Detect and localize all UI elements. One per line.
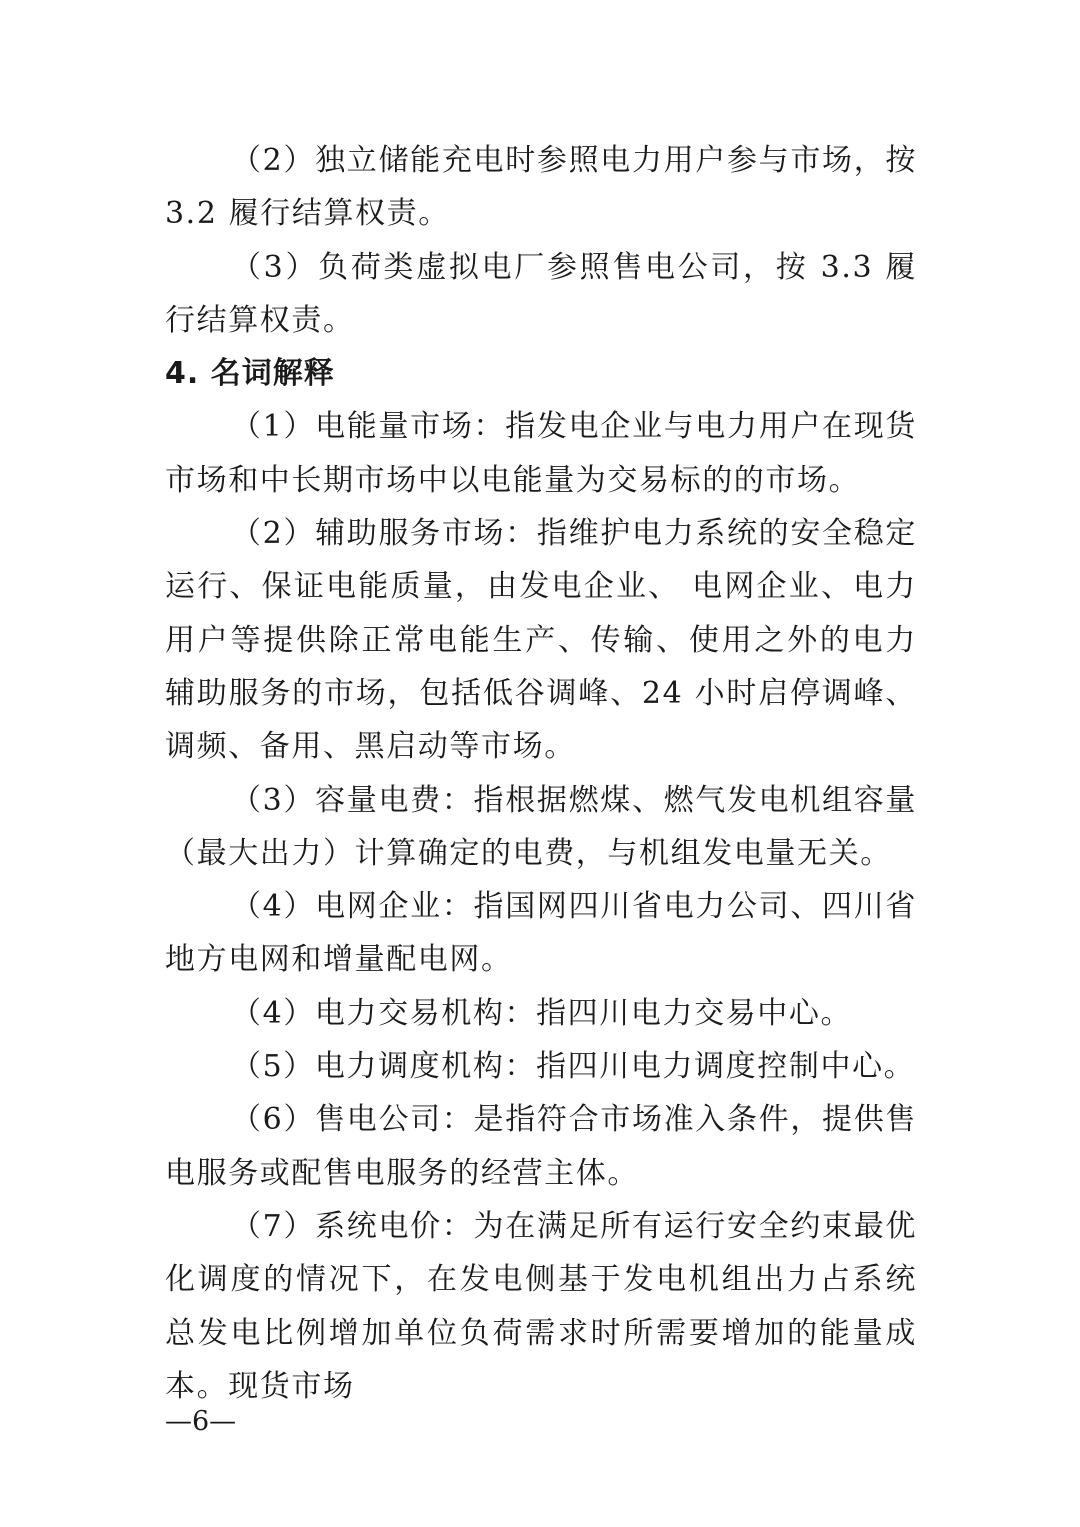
definition-trading-institution: （4）电力交易机构：指四川电力交易中心。 bbox=[231, 995, 853, 1031]
definition-energy-market: （1）电能量市场：指发电企业与电力用户在现货市场和中长期市场中以电能量为交易标的的市场。 bbox=[165, 409, 917, 498]
paragraph-storage-settlement: （2）独立储能充电时参照电力用户参与市场，按 3.2 履行结算权责。 bbox=[165, 143, 917, 232]
definition-system-price: （7）系统电价：为在满足所有运行安全约束最优化调度的情况下，在发电侧基于发电机组出力占系统总发电比例增加单位负荷需求时所需要增加的能量成本。现货市场 bbox=[165, 1208, 917, 1404]
page-number: —6— bbox=[165, 1406, 237, 1437]
definition-retail-company: （6）售电公司：是指符合市场准入条件，提供售电服务或配售电服务的经营主体。 bbox=[165, 1102, 917, 1191]
paragraph-virtual-plant-settlement: （3）负荷类虚拟电厂参照售电公司，按 3.3 履行结算权责。 bbox=[165, 249, 917, 338]
section-heading: 4. 名词解释 bbox=[165, 356, 335, 392]
definition-dispatch-institution: （5）电力调度机构：指四川电力调度控制中心。 bbox=[231, 1049, 916, 1085]
definition-ancillary-market: （2）辅助服务市场：指维护电力系统的安全稳定运行、保证电能质量，由发电企业、 电网企业、电力用户等提供除正常电能生产、传输、使用之外的电力辅助服务的市场，包括低谷调峰、24 小时启停调峰、调频、备用、黑启动等市场。 bbox=[165, 516, 917, 765]
document-body bbox=[165, 134, 917, 1413]
definition-grid-enterprise: （4）电网企业：指国网四川省电力公司、四川省地方电网和增量配电网。 bbox=[165, 889, 917, 978]
definition-capacity-fee: （3）容量电费：指根据燃煤、燃气发电机组容量（最大出力）计算确定的电费，与机组发电量无关。 bbox=[165, 782, 917, 871]
